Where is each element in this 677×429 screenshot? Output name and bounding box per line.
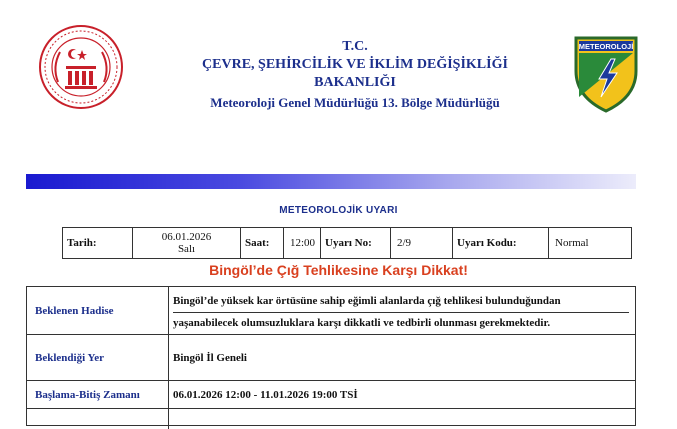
header-directorate: Meteoroloji Genel Müdürlüğü 13. Bölge Müdürlüğü xyxy=(210,95,500,110)
ministry-seal-logo xyxy=(38,24,124,110)
header-tc: T.C. xyxy=(342,39,368,54)
expected-event-line1: Bingöl’de yüksek kar örtüsüne sahip eğimli alanlarda çığ tehlikesi bulunduğundan xyxy=(173,291,629,313)
time-label: Saat: xyxy=(241,228,284,258)
expected-event-label: Beklenen Hadise xyxy=(27,287,169,334)
day-text: Salı xyxy=(177,243,196,255)
header-ministry-line2: BAKANLIĞI xyxy=(314,75,396,90)
row-expected-place xyxy=(27,335,635,381)
warning-no-label: Uyarı No: xyxy=(321,228,391,258)
header-divider-bar xyxy=(26,174,636,189)
warning-no-value: 2/9 xyxy=(391,228,453,258)
expected-place-label: Beklendiği Yer xyxy=(27,335,169,380)
row-expected-event xyxy=(27,287,635,335)
row-next-cut-off xyxy=(27,409,635,429)
alert-headline: Bingöl’de Çığ Tehlikesine Karşı Dikkat! xyxy=(209,262,468,278)
row-time-range xyxy=(27,381,635,409)
warning-code-value: Normal xyxy=(555,237,589,249)
meteorology-logo xyxy=(573,35,639,113)
date-label: Tarih: xyxy=(63,228,133,258)
svg-text:METEOROLOJİ: METEOROLOJİ xyxy=(578,42,634,51)
time-range-value: 06.01.2026 12:00 - 11.01.2026 19:00 TSİ xyxy=(173,388,358,401)
next-row-label xyxy=(27,409,169,429)
date-text: 06.01.2026 xyxy=(161,231,212,243)
expected-place-value: Bingöl İl Geneli xyxy=(173,351,247,364)
warning-details-table xyxy=(26,286,636,426)
date-value xyxy=(133,228,241,258)
header-ministry-line1: ÇEVRE, ŞEHİRCİLİK VE İKLİM DEĞİŞİKLİĞİ xyxy=(202,57,508,72)
warning-info-table xyxy=(62,227,632,259)
time-range-label: Başlama-Bitiş Zamanı xyxy=(27,381,169,408)
warning-code-label: Uyarı Kodu: xyxy=(453,228,549,258)
time-value: 12:00 xyxy=(284,228,321,258)
document-title: METEOROLOJİK UYARI xyxy=(279,205,398,216)
expected-event-value xyxy=(173,287,629,338)
expected-event-line2: yaşanabilecek olumsuzluklara karşı dikkatli ve tedbirli olunması gerekmektedir. xyxy=(173,317,551,329)
